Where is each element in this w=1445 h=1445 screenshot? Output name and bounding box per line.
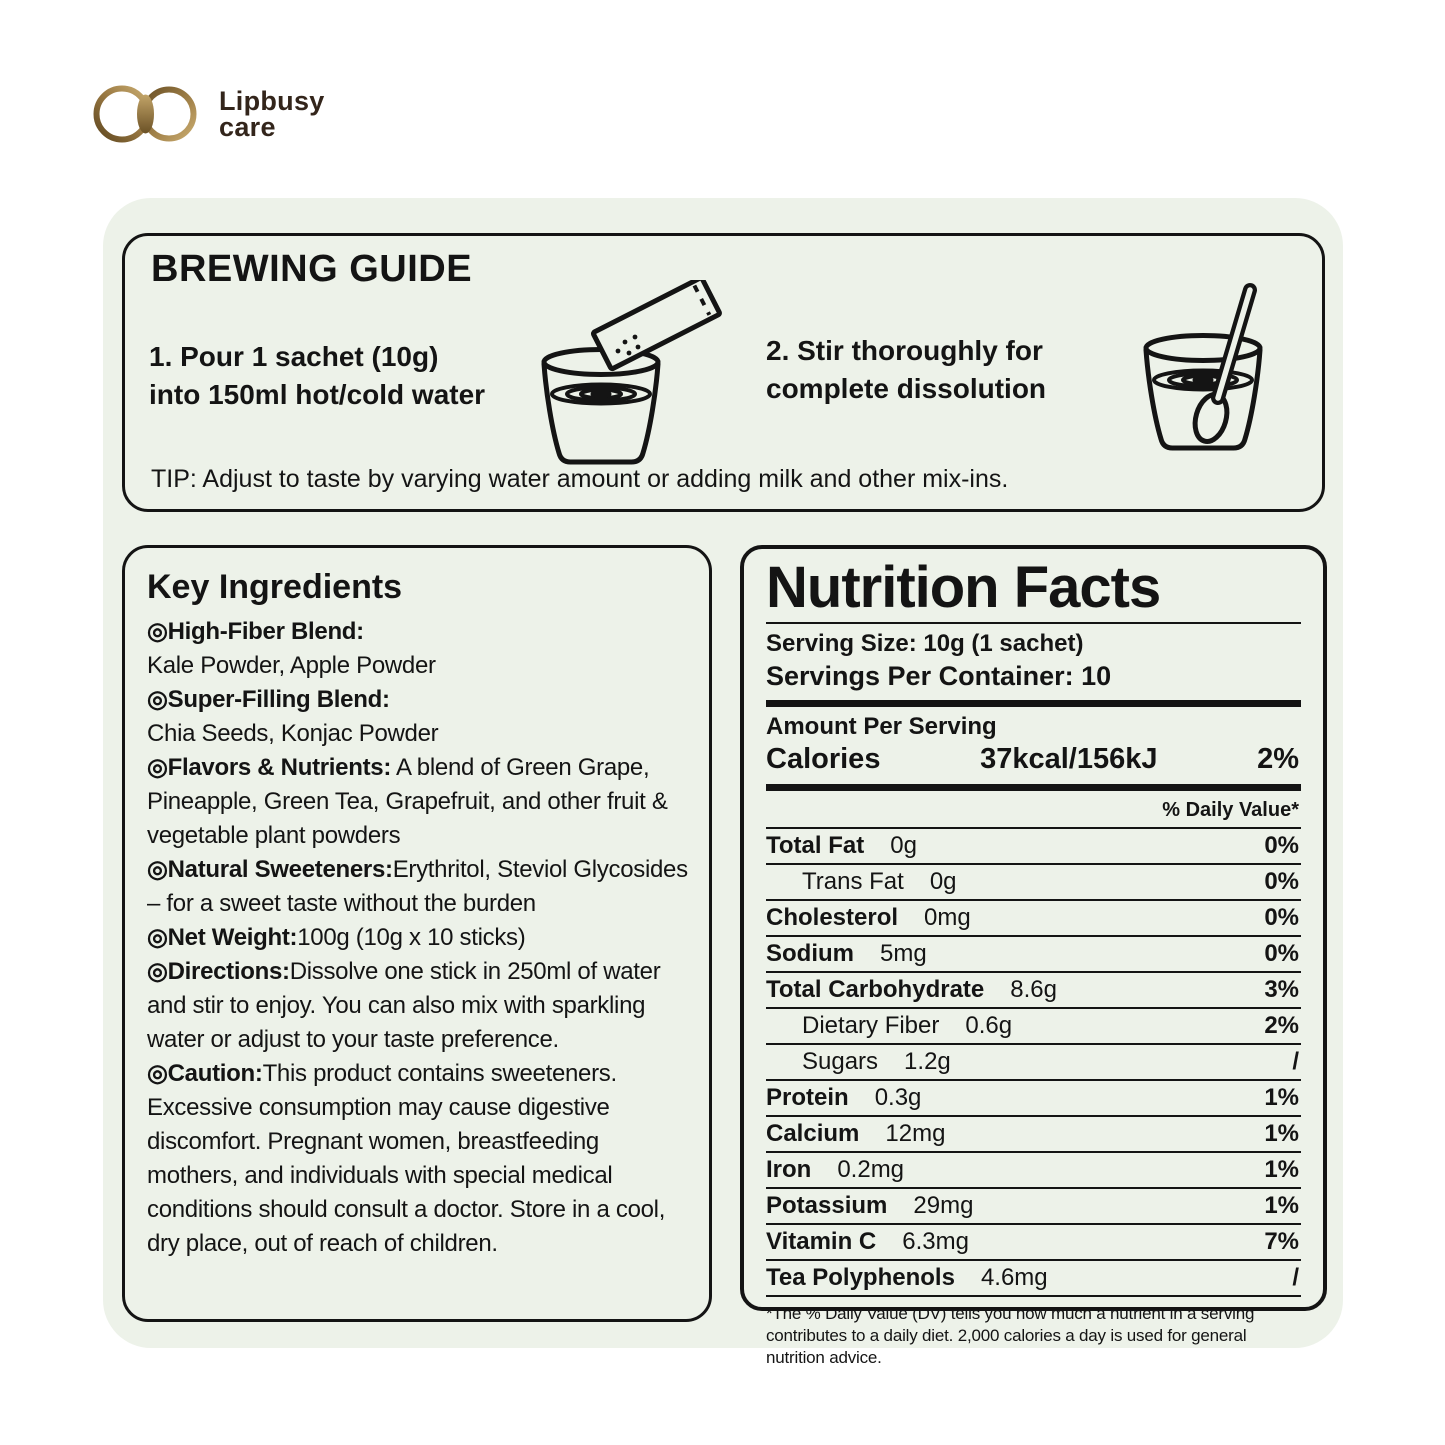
serving-size: Serving Size: 10g (1 sachet) <box>766 630 1084 657</box>
nutrition-row <box>766 1189 1301 1225</box>
cup-stir-icon <box>1131 282 1291 472</box>
nutrient-daily-value: / <box>1292 1048 1299 1075</box>
nutrition-row <box>766 1009 1301 1045</box>
brewing-step-1 <box>149 338 485 414</box>
nutrient-daily-value: 3% <box>1264 976 1299 1003</box>
two-overlapping-rings-icon <box>93 82 205 146</box>
brand-logo <box>93 82 325 146</box>
nutrition-row <box>766 1261 1301 1297</box>
nutrient-name-and-amount: Sugars 1.2g <box>802 1048 951 1075</box>
amount-per-serving-label: Amount Per Serving <box>766 713 997 740</box>
nutrient-name-and-amount: Sodium 5mg <box>766 940 927 967</box>
nutrient-name-and-amount: Vitamin C 6.3mg <box>766 1228 969 1255</box>
nutrition-facts-panel <box>740 545 1327 1367</box>
nutrient-name-and-amount: Total Fat 0g <box>766 832 917 859</box>
nutrient-name-and-amount: Trans Fat 0g <box>802 868 957 895</box>
nutrition-row <box>766 973 1301 1009</box>
divider-thick <box>766 700 1301 707</box>
ingredient-item: ◎Flavors & Nutrients: A blend of Green Grape, Pineapple, Green Tea, Grapefruit, and other fruit & vegetable plant powders <box>147 754 668 849</box>
ingredient-item: ◎Net Weight:100g (10g x 10 sticks) <box>147 924 526 951</box>
ingredient-item: ◎High-Fiber Blend: Kale Powder, Apple Powder <box>147 618 436 679</box>
brewing-tip: TIP: Adjust to taste by varying water amount or adding milk and other mix-ins. <box>151 465 1009 493</box>
nutrient-name-and-amount: Tea Polyphenols 4.6mg <box>766 1264 1048 1291</box>
nutrient-daily-value: 2% <box>1264 1012 1299 1039</box>
nutrition-row <box>766 1045 1301 1081</box>
divider-thick <box>766 784 1301 791</box>
nutrition-row <box>766 1225 1301 1261</box>
brand-name-line2: care <box>219 112 276 142</box>
nutrient-name-and-amount: Total Carbohydrate 8.6g <box>766 976 1057 1003</box>
nutrition-row <box>766 1117 1301 1153</box>
ingredient-item: ◎Caution:This product contains sweeteners. Excessive consumption may cause digestive discomfort. Pregnant women, breastfeeding mothers, and individuals with special medical conditions should consult a doctor. Store in a cool, dry place, out of reach of children. <box>147 1060 666 1257</box>
nutrition-footnote: *The % Daily Value (DV) tells you how much a nutrient in a serving contributes to a daily diet. 2,000 calories a day is used for general nutrition advice. <box>766 1304 1255 1367</box>
nutrition-rows <box>766 829 1301 1297</box>
nutrition-row <box>766 1081 1301 1117</box>
nutrition-facts-title: Nutrition Facts <box>766 555 1161 620</box>
cup-pour-icon <box>523 280 729 476</box>
brewing-guide-panel <box>122 233 1325 512</box>
calories-label: Calories <box>766 743 881 775</box>
nutrient-daily-value: 1% <box>1264 1084 1299 1111</box>
nutrient-name-and-amount: Protein 0.3g <box>766 1084 922 1111</box>
nutrient-daily-value: 1% <box>1264 1192 1299 1219</box>
nutrition-row <box>766 901 1301 937</box>
nutrition-row <box>766 1153 1301 1189</box>
nutrition-row <box>766 829 1301 865</box>
nutrient-name-and-amount: Dietary Fiber 0.6g <box>802 1012 1013 1039</box>
servings-per-container: Servings Per Container: 10 <box>766 661 1112 691</box>
brand-name <box>219 88 325 140</box>
nutrition-row <box>766 937 1301 973</box>
nutrient-daily-value: 0% <box>1264 940 1299 967</box>
calories-value: 37kcal/156kJ <box>980 743 1158 775</box>
brewing-step-1-line1: 1. Pour 1 sachet (10g) <box>149 341 439 372</box>
ingredients-list <box>147 615 695 1261</box>
nutrient-daily-value: 7% <box>1264 1228 1299 1255</box>
ingredient-item: ◎Natural Sweeteners:Erythritol, Steviol Glycosides – for a sweet taste without the burden <box>147 856 688 917</box>
nutrient-daily-value: 0% <box>1264 868 1299 895</box>
nutrient-name-and-amount: Cholesterol 0mg <box>766 904 971 931</box>
nutrient-name-and-amount: Potassium 29mg <box>766 1192 974 1219</box>
brewing-step-1-line2: into 150ml hot/cold water <box>149 379 486 410</box>
brewing-step-2-line2: complete dissolution <box>766 373 1047 404</box>
nutrient-name-and-amount: Iron 0.2mg <box>766 1156 905 1183</box>
brewing-step-2 <box>766 332 1046 408</box>
key-ingredients-panel <box>122 545 712 1322</box>
key-ingredients-title: Key Ingredients <box>147 568 403 606</box>
brand-name-line1: Lipbusy <box>219 86 325 116</box>
nutrient-daily-value: 1% <box>1264 1156 1299 1183</box>
ingredient-item: ◎Directions:Dissolve one stick in 250ml of water and stir to enjoy. You can also mix with sparkling water or adjust to your taste preference. <box>147 958 661 1053</box>
ingredient-item: ◎Super-Filling Blend: Chia Seeds, Konjac Powder <box>147 686 439 747</box>
label-card <box>103 198 1343 1367</box>
calories-daily-value: 2% <box>1257 743 1299 775</box>
brewing-guide-title: BREWING GUIDE <box>151 248 473 290</box>
nutrient-daily-value: / <box>1292 1264 1299 1291</box>
nutrient-daily-value: 0% <box>1264 904 1299 931</box>
brewing-step-2-line1: 2. Stir thoroughly for <box>766 335 1043 366</box>
nutrition-row <box>766 865 1301 901</box>
calories-row <box>766 741 1301 777</box>
nutrient-name-and-amount: Calcium 12mg <box>766 1120 946 1147</box>
nutrient-daily-value: 1% <box>1264 1120 1299 1147</box>
nutrient-daily-value: 0% <box>1264 832 1299 859</box>
divider-thin <box>766 622 1301 624</box>
daily-value-header: % Daily Value* <box>766 797 1301 829</box>
